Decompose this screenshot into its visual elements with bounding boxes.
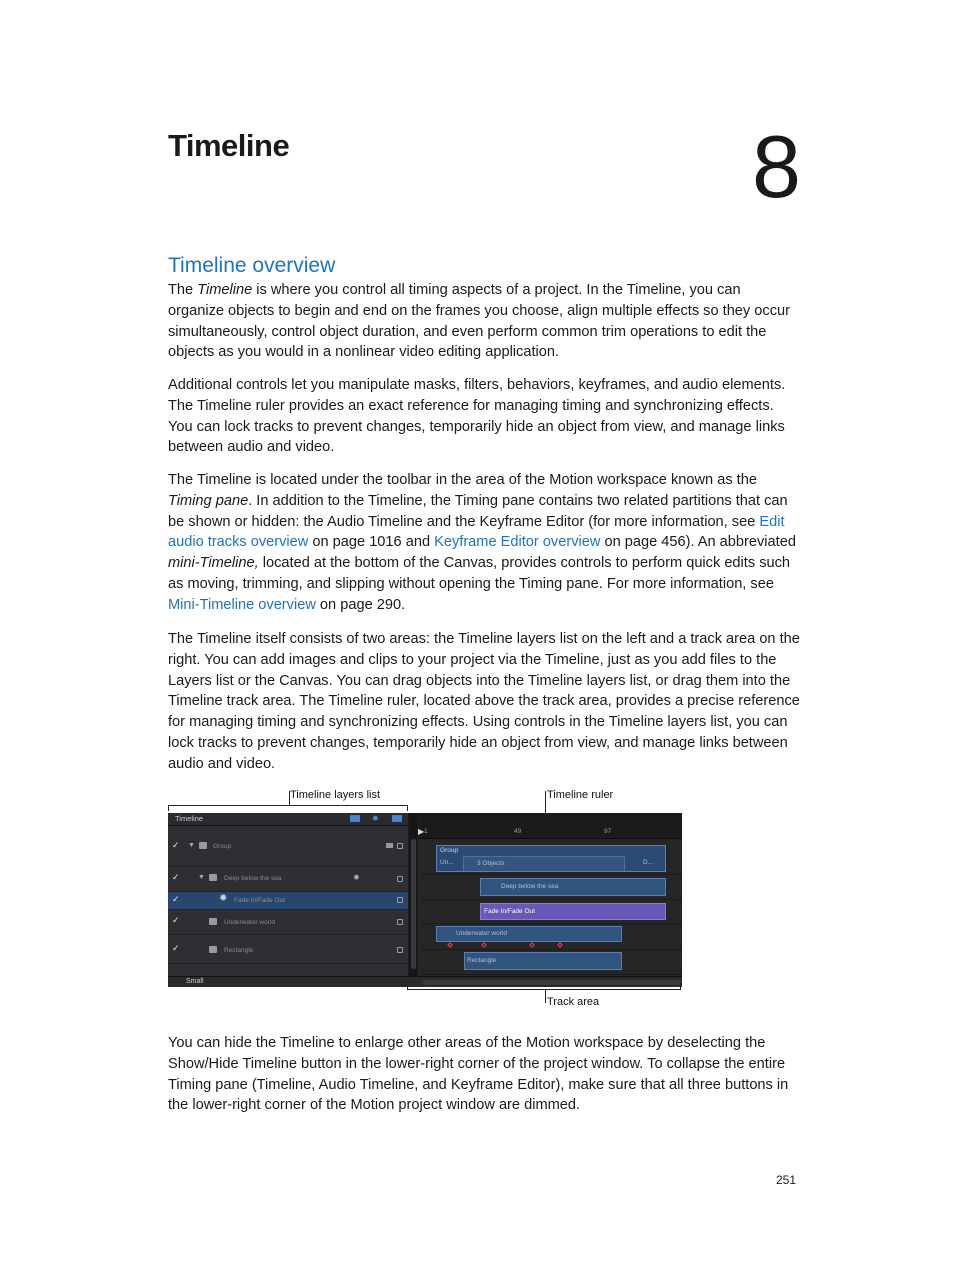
track-lane bbox=[422, 875, 682, 900]
link-icon[interactable] bbox=[386, 843, 393, 848]
link-mini-timeline[interactable]: Mini-Timeline overview bbox=[168, 596, 316, 613]
deep-bar-label: Deep below the sea bbox=[501, 883, 559, 890]
layer-label: Group bbox=[213, 843, 232, 850]
fade-bar-label: Fade In/Fade Out bbox=[484, 908, 535, 915]
callout-bracket bbox=[407, 983, 408, 990]
group-bar-un: Un... bbox=[440, 859, 454, 866]
link-edit-audio-tracks[interactable]: Edit audio tracks overview bbox=[168, 513, 785, 551]
keyframe-icon[interactable] bbox=[557, 942, 563, 948]
gear-icon[interactable]: ✹ bbox=[372, 814, 379, 823]
paragraph-3: The Timeline is located under the toolbar in the area of the Motion workspace known as the Timing pane. In addition to the Timeline, the Timing pane contains two related partitions that can be shown or hidden: the Audio Timeline and the Keyframe Editor (for more information, see Edit audio tracks overview on page 1016 and Keyframe Editor overview on page 456). An abbreviated mini-Timeline, located at the bottom of the Canvas, provides controls to perform quick edits such as moving, trimming, and slipping without opening the Timing pane. For more information, see Mini-Timeline overview on page 290. bbox=[168, 472, 796, 613]
callout-layers-list: Timeline layers list bbox=[290, 789, 381, 801]
fade-bar[interactable] bbox=[480, 903, 666, 920]
visibility-checkbox[interactable]: ✓ bbox=[172, 943, 180, 953]
playhead-icon[interactable]: ▶ bbox=[418, 827, 425, 836]
show-keyframes-icon[interactable] bbox=[392, 815, 402, 822]
timeline-figure bbox=[160, 785, 700, 1015]
chapter-title: Timeline bbox=[168, 128, 290, 163]
track-size-select[interactable]: Small bbox=[186, 978, 204, 985]
lock-icon[interactable] bbox=[397, 843, 403, 849]
rectangle-bar[interactable] bbox=[464, 952, 622, 970]
paragraph-4: The Timeline itself consists of two areas: the Timeline layers list on the left and a track area on the right. You can add images and clips to your project via the Timeline, just as you add files to the Layers list or the Canvas. You can drag objects into the Timeline layers list, or drag them into the Timeline track area. The Timeline ruler, located above the track area, provides a precise reference for managing timing and synchronizing effects. Using controls in the Timeline layers list, you can lock tracks to prevent changes, temporarily hide an object from view, and manage links between audio and video. bbox=[168, 631, 800, 772]
layer-row[interactable] bbox=[168, 867, 408, 892]
lock-icon[interactable] bbox=[397, 919, 403, 925]
group-bar-d: D... bbox=[643, 859, 654, 866]
behavior-gear-icon: ✹ bbox=[353, 873, 360, 882]
paragraph-2: Additional controls let you manipulate masks, filters, behaviors, keyframes, and audio elements. The Timeline ruler provides an exact reference for managing timing and synchronizing effects. You can lock tracks to prevent changes, temporarily hide an object from view, and manage links between audio and video. bbox=[168, 377, 786, 456]
image-icon bbox=[209, 918, 217, 925]
paragraph-1: The Timeline is where you control all timing aspects of a project. In the Timeline, you can organize objects to begin and end on the frames you choose, align multiple effects so they occur simultaneously, control object duration, and even perform common trim operations to edit the objects as you would in a nonlinear video editing application. bbox=[168, 282, 790, 361]
callout-ruler: Timeline ruler bbox=[547, 789, 614, 801]
ruler-tick-label: 97 bbox=[604, 828, 612, 835]
group-bar[interactable] bbox=[436, 845, 666, 872]
keyframe-icon[interactable] bbox=[529, 942, 535, 948]
timeline-panel bbox=[168, 813, 682, 987]
layer-label: Fade In/Fade Out bbox=[234, 897, 285, 904]
deep-below-bar[interactable] bbox=[480, 878, 666, 896]
callout-line bbox=[545, 989, 546, 1003]
page-number: 251 bbox=[776, 1173, 797, 1187]
underwater-bar[interactable] bbox=[436, 926, 622, 942]
callout-track-area: Track area bbox=[547, 996, 600, 1008]
ruler-tick-label: 1 bbox=[424, 828, 428, 835]
keyframe-icon[interactable] bbox=[481, 942, 487, 948]
group-bar-label: Group bbox=[440, 847, 459, 854]
link-keyframe-editor[interactable]: Keyframe Editor overview bbox=[434, 534, 601, 551]
layer-label: Underwater world bbox=[224, 919, 275, 926]
layers-scrollbar-thumb[interactable] bbox=[411, 839, 416, 969]
rectangle-bar-label: Rectangle bbox=[467, 957, 497, 964]
show-audio-icon[interactable] bbox=[350, 815, 360, 822]
callout-bracket bbox=[680, 983, 681, 990]
callout-bracket bbox=[407, 989, 681, 990]
timeline-layers-list bbox=[168, 826, 408, 976]
callout-line bbox=[289, 791, 290, 805]
layer-row[interactable] bbox=[168, 826, 408, 867]
track-lane bbox=[422, 950, 682, 975]
visibility-checkbox[interactable]: ✓ bbox=[172, 915, 180, 925]
group-icon bbox=[199, 842, 207, 849]
disclosure-triangle-icon[interactable]: ▼ bbox=[198, 874, 205, 881]
keyframe-icon[interactable] bbox=[447, 942, 453, 948]
ruler-tick-label: 49 bbox=[514, 828, 522, 835]
section-title: Timeline overview bbox=[168, 254, 336, 277]
timeline-ruler[interactable] bbox=[418, 813, 682, 839]
lock-icon[interactable] bbox=[397, 947, 403, 953]
timeline-bottom-bar bbox=[168, 976, 682, 987]
visibility-checkbox[interactable]: ✓ bbox=[172, 872, 180, 882]
layer-label: Deep below the sea bbox=[224, 875, 282, 882]
timeline-track-area bbox=[418, 813, 682, 987]
layer-label: Rectangle bbox=[224, 947, 254, 954]
disclosure-triangle-icon[interactable]: ▼ bbox=[188, 842, 195, 849]
track-horizontal-scrollbar[interactable] bbox=[423, 980, 681, 985]
lock-icon[interactable] bbox=[397, 876, 403, 882]
track-lane bbox=[422, 900, 682, 924]
layer-row[interactable] bbox=[168, 935, 408, 964]
track-lane bbox=[422, 840, 682, 875]
visibility-checkbox[interactable]: ✓ bbox=[172, 840, 180, 850]
track-lane bbox=[422, 924, 682, 950]
visibility-checkbox[interactable]: ✓ bbox=[172, 894, 180, 904]
lock-icon[interactable] bbox=[397, 897, 403, 903]
chapter-number: 8 bbox=[752, 117, 801, 216]
layer-row[interactable] bbox=[168, 910, 408, 935]
timeline-header-title: Timeline bbox=[175, 814, 204, 823]
layer-icon bbox=[209, 874, 217, 881]
behavior-gear-icon: ✹ bbox=[219, 893, 228, 904]
callout-bracket bbox=[168, 805, 408, 806]
callout-bracket bbox=[168, 805, 169, 811]
callout-bracket bbox=[407, 805, 408, 811]
underwater-bar-label: Underwater world bbox=[456, 930, 507, 937]
timeline-header bbox=[168, 813, 408, 826]
paragraph-5: You can hide the Timeline to enlarge other areas of the Motion workspace by deselecting the Show/Hide Timeline button in the lower-right corner of the project window. To collapse the entire Timing pane (Timeline, Audio Timeline, and Keyframe Editor), make sure that all three buttons in the lower-right corner of the Motion project window are dimmed. bbox=[168, 1035, 789, 1114]
group-bar-objects: 3 Objects bbox=[477, 860, 505, 867]
layer-row-selected[interactable] bbox=[168, 892, 408, 910]
shape-icon bbox=[209, 946, 217, 953]
